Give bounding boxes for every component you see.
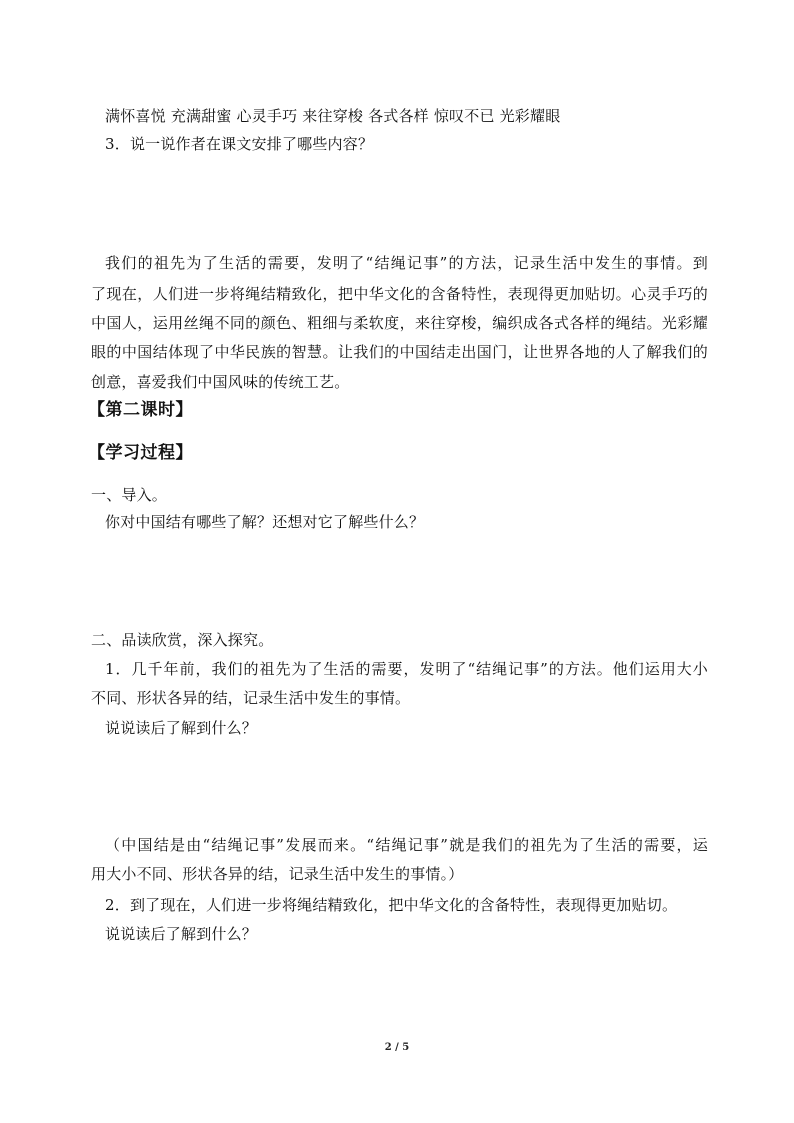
passage-line-5: 创意，喜爱我们中国风味的传统工艺。 <box>91 373 350 391</box>
item-1-prompt: 说说读后了解到什么？ <box>105 719 258 737</box>
passage-line-2: 了现在，人们进一步将绳结精致化，把中华文化的含备特性，表现得更加贴切。心灵手巧的 <box>91 285 708 303</box>
section-2-title: 二、品读欣赏，深入探究。 <box>91 631 274 649</box>
section-1-title: 一、导入。 <box>91 486 168 504</box>
answer-1-line-2: 用大小不同、形状各异的结，记录生活中发生的事情。） <box>91 865 464 883</box>
passage-line-3: 中国人，运用丝绳不同的颜色、粗细与柔软度，来往穿梭，编织成各式各样的绳结。光彩耀 <box>91 314 708 332</box>
vocabulary-words-line: 满怀喜悦 充满甜蜜 心灵手巧 来往穿梭 各式各样 惊叹不已 光彩耀眼 <box>105 107 561 125</box>
item-1-line-2: 不同、形状各异的结，记录生活中发生的事情。 <box>91 689 411 707</box>
passage-line-4: 眼的中国结体现了中华民族的智慧。让我们的中国结走出国门，让世界各地的人了解我们的 <box>91 343 708 361</box>
answer-1-line-1: （中国结是由“结绳记事”发展而来。“结绳记事”就是我们的祖先为了生活的需要，运 <box>105 836 708 854</box>
lesson-heading: 【第二课时】 <box>88 400 193 420</box>
passage-line-1: 我们的祖先为了生活的需要，发明了“结绳记事”的方法，记录生活中发生的事情。到 <box>105 254 708 272</box>
question-3: 3．说一说作者在课文安排了哪些内容？ <box>105 135 374 153</box>
learning-process-heading: 【学习过程】 <box>88 443 193 463</box>
item-2-prompt: 说说读后了解到什么？ <box>105 925 258 943</box>
item-2-text: 2．到了现在，人们进一步将绳结精致化，把中华文化的含备特性，表现得更加贴切。 <box>105 896 678 914</box>
item-1-line-1: 1．几千年前，我们的祖先为了生活的需要，发明了“结绳记事”的方法。他们运用大小 <box>105 660 708 678</box>
page-number: 2 / 5 <box>384 1042 410 1053</box>
section-1-question: 你对中国结有哪些了解？还想对它了解些什么？ <box>105 513 425 531</box>
